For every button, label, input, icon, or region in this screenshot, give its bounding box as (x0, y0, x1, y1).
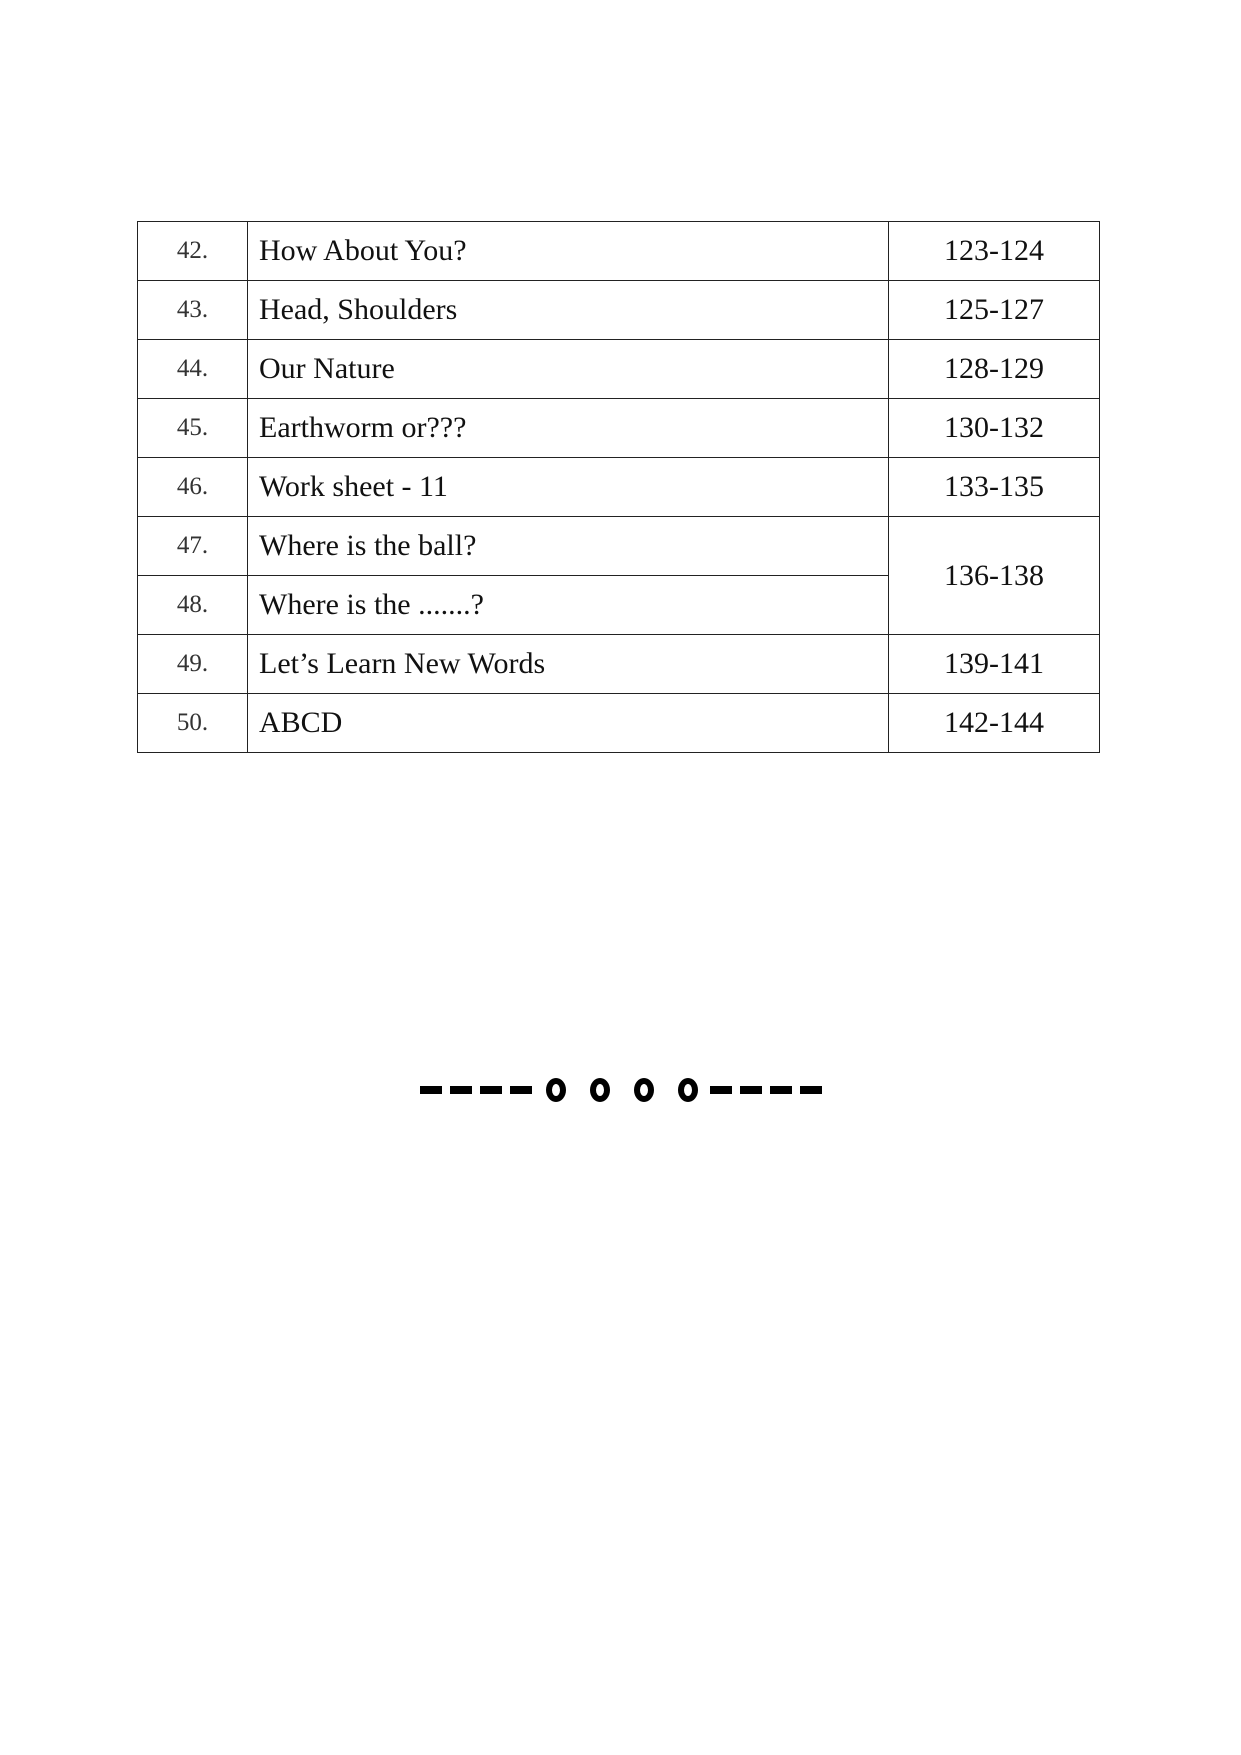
table-row (138, 399, 1100, 458)
rings (546, 1078, 698, 1102)
contents-table (137, 221, 1100, 753)
table-row (138, 222, 1100, 281)
dash-icon (710, 1086, 732, 1094)
dashes-right (710, 1086, 822, 1094)
page-range: 125-127 (889, 281, 1100, 340)
lesson-number: 49. (138, 635, 248, 694)
dashes-left (420, 1086, 532, 1094)
table-row (138, 458, 1100, 517)
lesson-title: Let’s Learn New Words (248, 635, 889, 694)
table-row (138, 635, 1100, 694)
lesson-title: Head, Shoulders (248, 281, 889, 340)
ring-icon (590, 1078, 610, 1102)
lesson-number: 46. (138, 458, 248, 517)
dash-icon (450, 1086, 472, 1094)
page-range: 130-132 (889, 399, 1100, 458)
table-row (138, 281, 1100, 340)
dash-icon (480, 1086, 502, 1094)
dash-icon (740, 1086, 762, 1094)
lesson-number: 50. (138, 694, 248, 753)
ring-icon (678, 1078, 698, 1102)
page-range: 139-141 (889, 635, 1100, 694)
lesson-number: 42. (138, 222, 248, 281)
dash-icon (770, 1086, 792, 1094)
ring-icon (546, 1078, 566, 1102)
lesson-number: 47. (138, 517, 248, 576)
table-row (138, 340, 1100, 399)
page-range: 136-138 (889, 517, 1100, 635)
lesson-title: Work sheet - 11 (248, 458, 889, 517)
lesson-number: 48. (138, 576, 248, 635)
page-range: 123-124 (889, 222, 1100, 281)
lesson-title: ABCD (248, 694, 889, 753)
ring-icon (634, 1078, 654, 1102)
page-range: 142-144 (889, 694, 1100, 753)
table-row (138, 517, 1100, 576)
lesson-title: Where is the .......? (248, 576, 889, 635)
page-range: 133-135 (889, 458, 1100, 517)
dash-ring-ornament-icon (0, 1060, 1241, 1120)
dash-icon (420, 1086, 442, 1094)
lesson-number: 45. (138, 399, 248, 458)
lesson-number: 43. (138, 281, 248, 340)
lesson-title: How About You? (248, 222, 889, 281)
lesson-title: Where is the ball? (248, 517, 889, 576)
lesson-title: Our Nature (248, 340, 889, 399)
dash-icon (510, 1086, 532, 1094)
page-range: 128-129 (889, 340, 1100, 399)
lesson-title: Earthworm or??? (248, 399, 889, 458)
dash-icon (800, 1086, 822, 1094)
table-row (138, 694, 1100, 753)
lesson-number: 44. (138, 340, 248, 399)
